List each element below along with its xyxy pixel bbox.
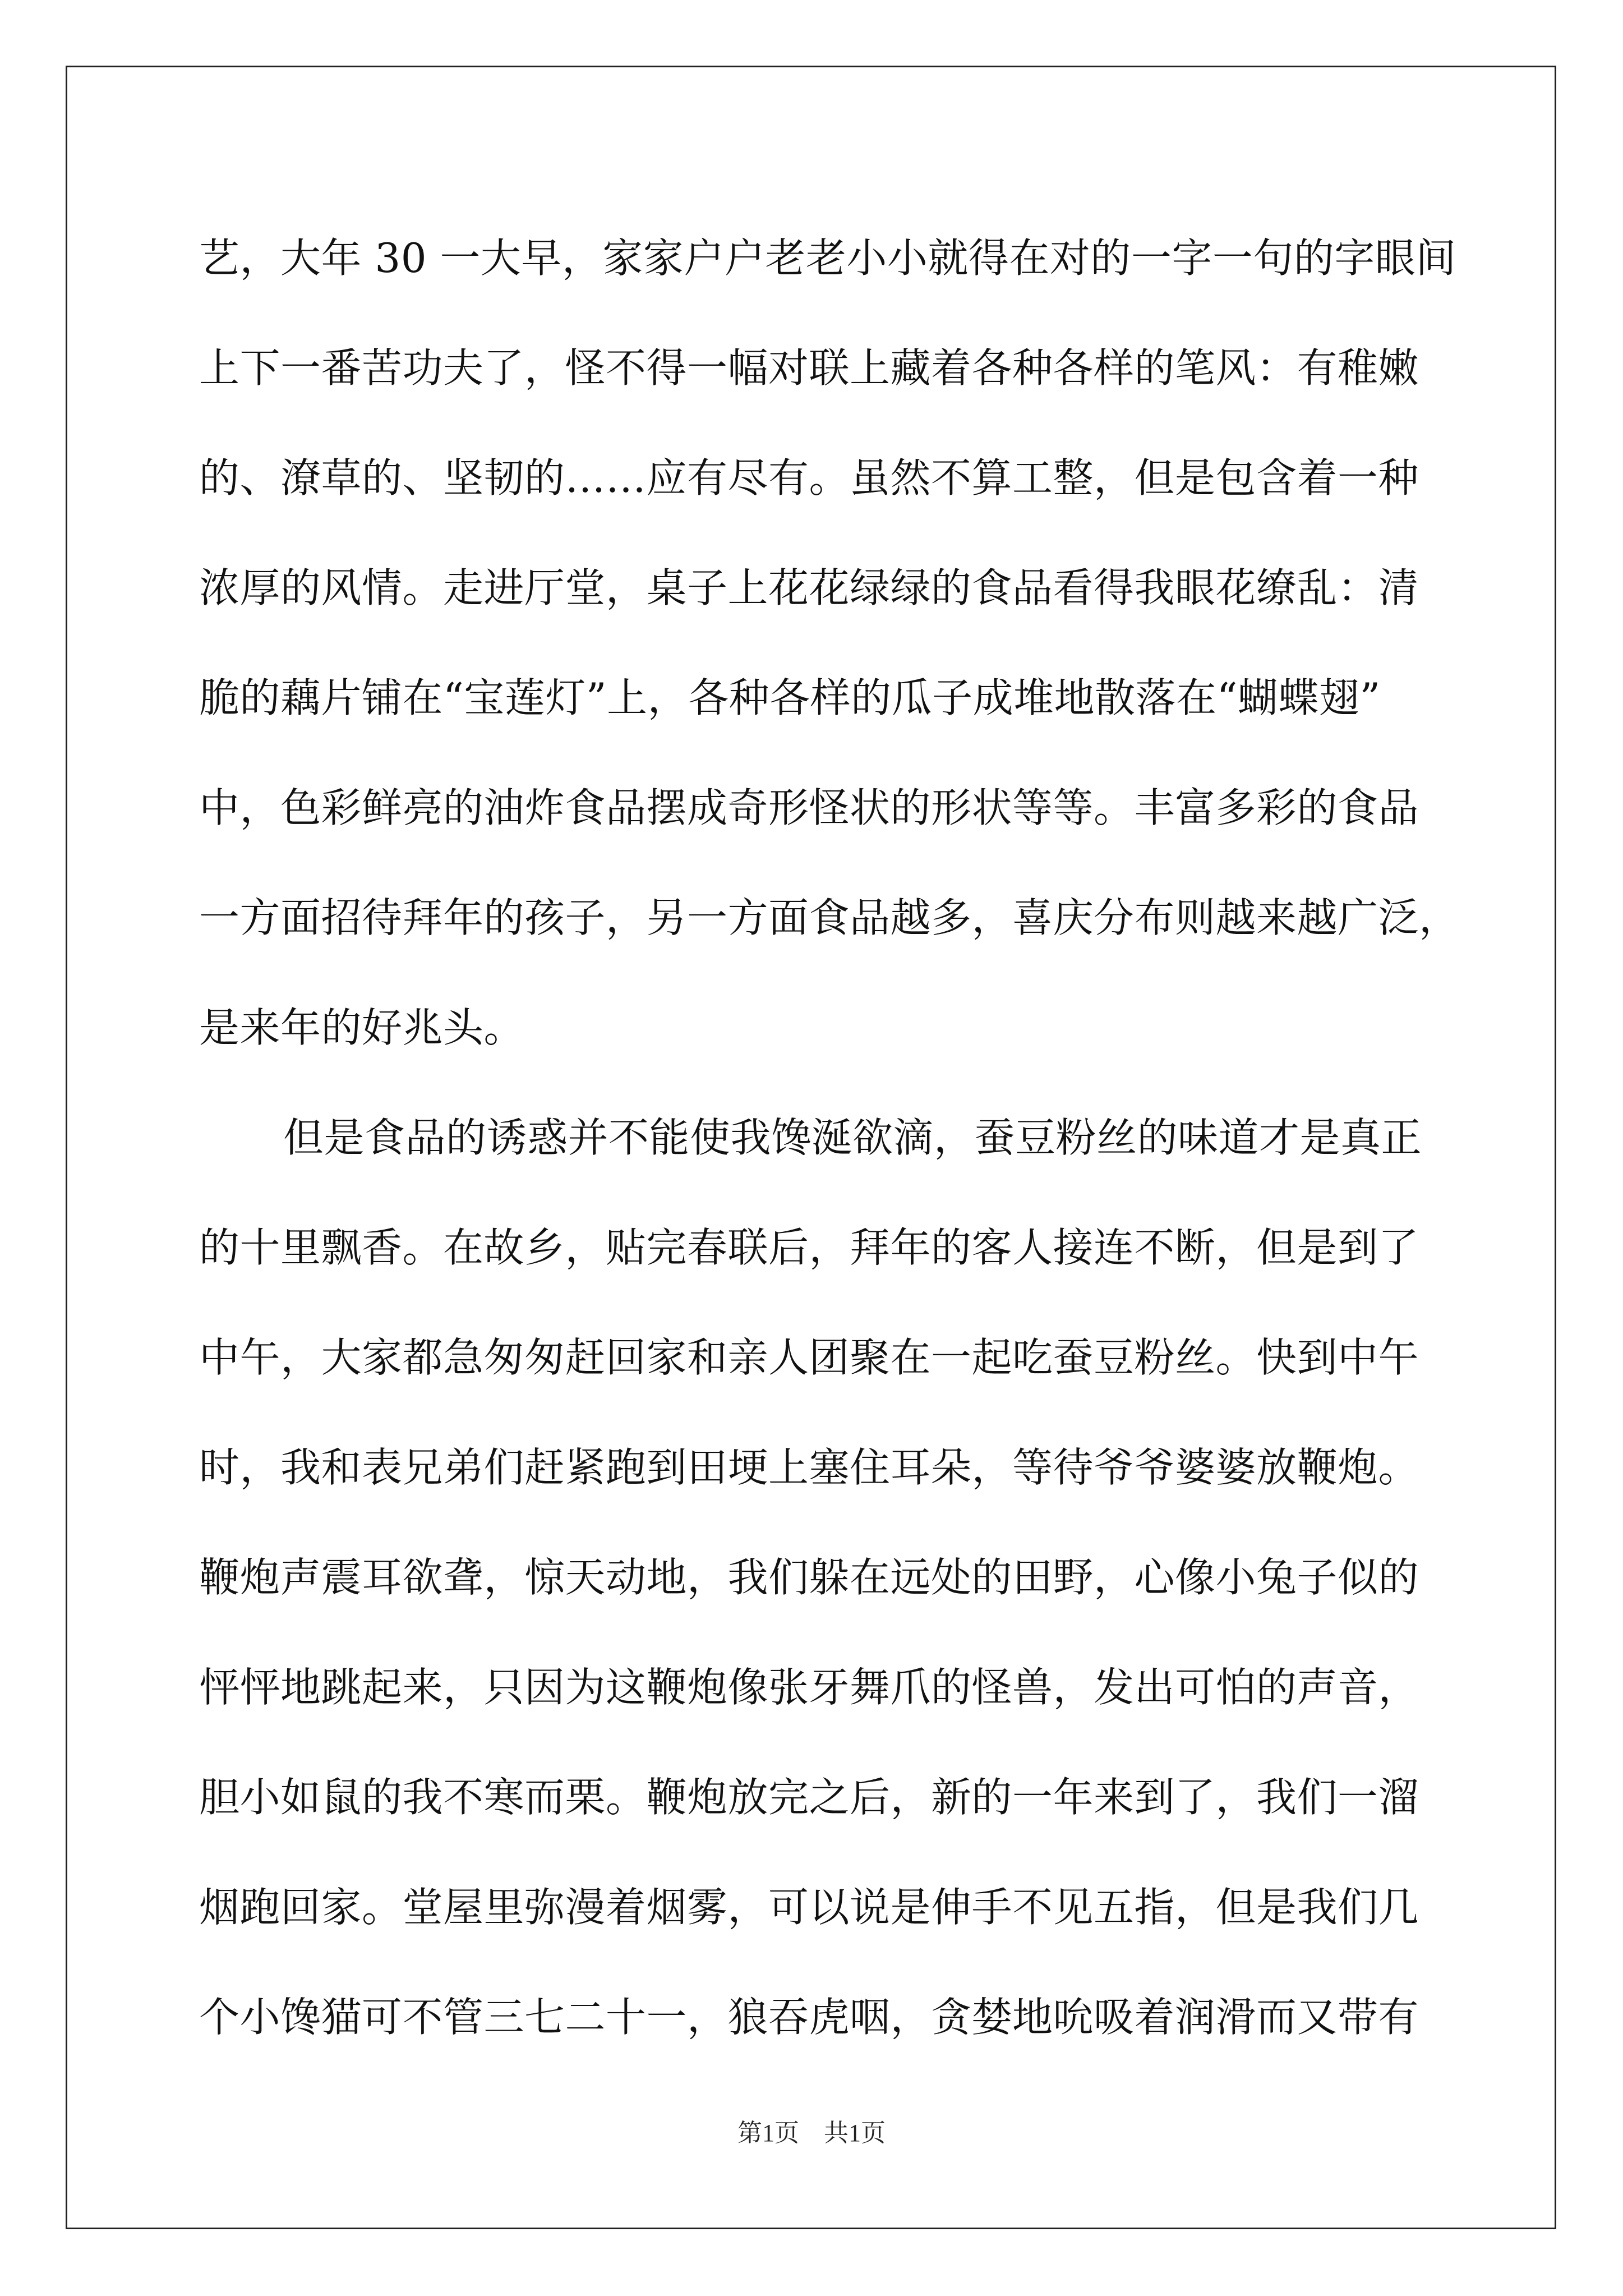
page-footer [0, 2113, 1623, 2148]
page-total: 共1页 [824, 2119, 886, 2147]
text-line: 胆小如鼠的我不寒而栗。鞭炮放完之后，新的一年来到了，我们一溜 [199, 1774, 1419, 1821]
text-line: 浓厚的风情。走进厅堂，桌子上花花绿绿的食品看得我眼花缭乱：清 [199, 564, 1419, 611]
text-line: 的十里飘香。在故乡，贴完春联后，拜年的客人接连不断，但是到了 [199, 1224, 1419, 1271]
text-line: 是来年的好兆头。 [199, 1004, 525, 1051]
text-line: 中，色彩鲜亮的油炸食品摆成奇形怪状的形状等等。丰富多彩的食品 [199, 784, 1419, 831]
document-body [199, 203, 1460, 2072]
text-line: 的、潦草的、坚韧的……应有尽有。虽然不算工整，但是包含着一种 [199, 454, 1419, 501]
text-line: 但是食品的诱惑并不能使我馋涎欲滴，蚕豆粉丝的味道才是真正 [283, 1114, 1422, 1161]
paragraph-1 [199, 203, 1460, 1083]
text-line: 脆的藕片铺在“宝莲灯”上，各种各样的瓜子成堆地散落在“蝴蝶翅” [199, 674, 1381, 721]
text-line: 一方面招待拜年的孩子，另一方面食品越多，喜庆分布则越来越广泛， [199, 894, 1460, 941]
text-line: 时，我和表兄弟们赶紧跑到田埂上塞住耳朵，等待爷爷婆婆放鞭炮。 [199, 1444, 1419, 1491]
text-line: 个小馋猫可不管三七二十一，狼吞虎咽，贪婪地吮吸着润滑而又带有 [199, 1994, 1419, 2041]
page-number: 第1页 [737, 2119, 799, 2147]
paragraph-2 [199, 1083, 1422, 2072]
text-line: 艺，大年 30 一大早，家家户户老老小小就得在对的一字一句的字眼间 [199, 234, 1456, 282]
text-line: 怦怦地跳起来，只因为这鞭炮像张牙舞爪的怪兽，发出可怕的声音， [199, 1664, 1419, 1711]
text-line: 上下一番苦功夫了，怪不得一幅对联上藏着各种各样的笔风：有稚嫩 [199, 344, 1419, 392]
text-line: 烟跑回家。堂屋里弥漫着烟雾，可以说是伸手不见五指，但是我们几 [199, 1884, 1419, 1931]
text-line: 鞭炮声震耳欲聋，惊天动地，我们躲在远处的田野，心像小兔子似的 [199, 1554, 1419, 1601]
text-line: 中午，大家都急匆匆赶回家和亲人团聚在一起吃蚕豆粉丝。快到中午 [199, 1334, 1419, 1381]
